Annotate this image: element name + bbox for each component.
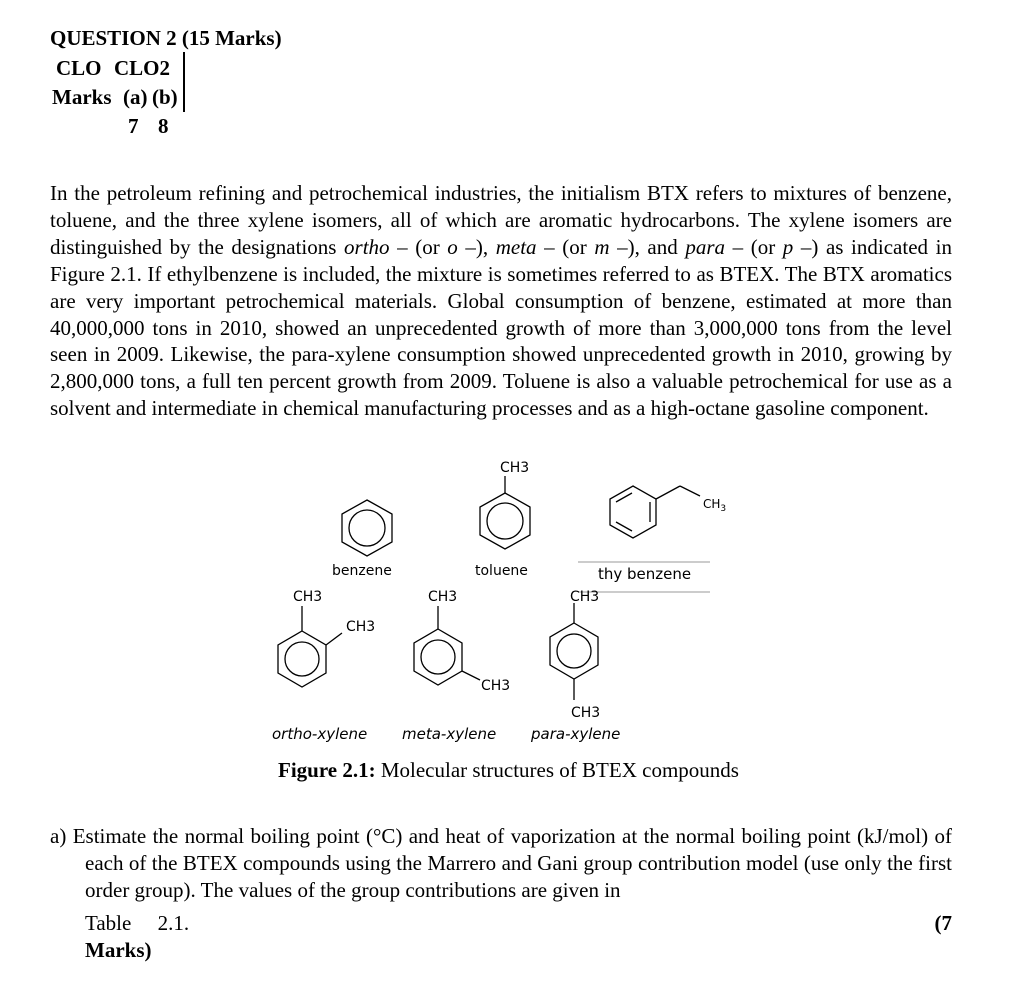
marks-label: Marks xyxy=(52,85,112,109)
clo-label: CLO xyxy=(56,56,102,80)
part-a-question xyxy=(50,823,952,964)
marks-b-value: 8 xyxy=(158,114,169,138)
intro-paragraph xyxy=(50,180,952,422)
para-text-4: – (or xyxy=(536,234,595,259)
para-xylene-label: para-xylene xyxy=(531,725,621,743)
figure-caption xyxy=(278,758,739,783)
toluene-ch3: CH3 xyxy=(500,460,530,476)
marks-open: (7 xyxy=(934,910,952,935)
table-ref: Table 2.1. xyxy=(85,910,190,935)
para-text-7: –) as indicated in Figure 2.1. If ethylbenzene is included, the mixture is sometimes referred to as BTEX. The BTX aromatics are very important petrochemical materials. Global consumption of benzene, estimated at more than 40,000,000 tons in 2010, showed an unprecedented growth of more than 3,000,000 tons from the level seen in 2009. Likewise, the para-xylene consumption showed unprecedented growth in 2010, growing by 2,800,000 tons, a full ten percent growth from 2009. Toluene is also a valuable petrochemical for use as a solvent and intermediate in chemical manufacturing processes and as a high-octane gasoline component. xyxy=(50,234,952,421)
part-a-label: a) xyxy=(50,824,67,848)
part-a-table-line xyxy=(50,910,952,937)
ortho-term: ortho xyxy=(344,234,390,259)
question-title: QUESTION 2 (15 Marks) xyxy=(50,26,282,50)
part-b-header: (b) xyxy=(152,85,178,109)
o-term: o xyxy=(447,234,458,259)
para-ch3-top: CH3 xyxy=(570,589,600,605)
meta-ch3-bottom: CH3 xyxy=(481,678,511,694)
marks-table xyxy=(52,54,178,141)
ortho-ch3-top: CH3 xyxy=(293,589,323,605)
para-ch3-bottom: CH3 xyxy=(571,705,601,721)
para-term: para xyxy=(685,234,726,259)
benzene-label: benzene xyxy=(332,563,392,579)
para-text-5: –), and xyxy=(609,234,686,259)
ethylbenzene-structure xyxy=(610,486,700,538)
ethyl-ch3: $CH_3$ xyxy=(703,497,727,514)
meta-xylene-label: meta-xylene xyxy=(402,725,497,743)
meta-term: meta xyxy=(495,234,537,259)
ortho-xylene-structure xyxy=(278,606,342,687)
para-text-2: – (or xyxy=(389,234,448,259)
meta-ch3-top: CH3 xyxy=(428,589,458,605)
caption-text: Molecular structures of BTEX compounds xyxy=(375,758,739,782)
caption-label: Figure 2.1: xyxy=(278,758,376,782)
ortho-xylene-label: ortho-xylene xyxy=(272,725,368,743)
p-term: p xyxy=(782,234,794,259)
benzene-structure xyxy=(342,500,392,556)
table-divider xyxy=(183,52,185,112)
part-a-text: Estimate the normal boiling point (°C) and heat of vaporization at the normal boiling point (kJ/mol) of each of the BTEX compounds using the Marrero and Gani group contribution model (use only the first order group). The values of the group contributions are given in xyxy=(72,824,952,902)
ortho-ch3-side: CH3 xyxy=(346,619,376,635)
ethylbenzene-label: thy benzene xyxy=(598,565,692,583)
toluene-structure xyxy=(480,476,530,549)
meta-xylene-structure xyxy=(414,606,480,685)
para-xylene-structure xyxy=(550,603,598,700)
btex-figure xyxy=(260,448,727,758)
part-a-body xyxy=(50,823,952,904)
para-text-1: In the petroleum refining and petrochemical industries, the initialism BTX refers to mixtures of benzene, toluene, and the three xylene isomers, all of which are aromatic hydrocarbons. The xylene isomers are distinguished by the designations xyxy=(50,181,952,259)
toluene-label: toluene xyxy=(475,563,528,579)
para-text-3: –), xyxy=(457,234,496,259)
m-term: m xyxy=(594,234,610,259)
clo-value: CLO2 xyxy=(114,56,171,80)
para-text-6: – (or xyxy=(725,234,783,259)
part-a-header: (a) xyxy=(123,85,148,109)
marks-close: Marks) xyxy=(85,937,152,962)
marks-a-value: 7 xyxy=(128,114,139,138)
